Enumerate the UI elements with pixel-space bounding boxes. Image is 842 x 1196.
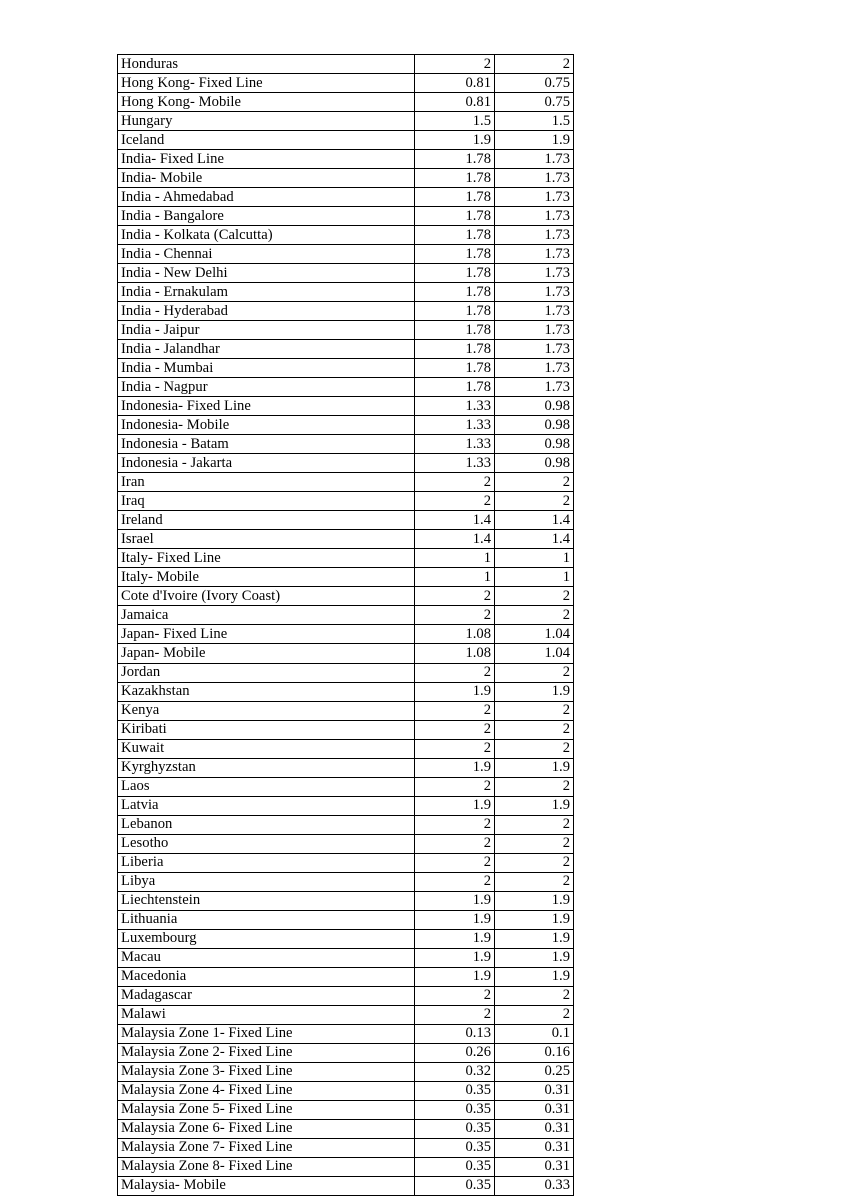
rate1-cell: 2: [415, 587, 495, 606]
table-row: [118, 644, 574, 663]
table-row: [118, 720, 574, 739]
table-row: [118, 625, 574, 644]
table-row: [118, 758, 574, 777]
rate-table: [117, 54, 574, 1196]
table-row: [118, 587, 574, 606]
destination-cell: Kuwait: [118, 739, 415, 758]
table-row: [118, 568, 574, 587]
rate1-cell: 1.9: [415, 758, 495, 777]
rate2-cell: 1: [495, 549, 574, 568]
rate2-cell: 1.73: [495, 283, 574, 302]
rate1-cell: 0.32: [415, 1062, 495, 1081]
rate2-cell: 0.31: [495, 1119, 574, 1138]
rate1-cell: 1.08: [415, 625, 495, 644]
table-row: [118, 150, 574, 169]
rate2-cell: 1.73: [495, 245, 574, 264]
destination-cell: India - Jalandhar: [118, 340, 415, 359]
rate2-cell: 0.33: [495, 1176, 574, 1195]
rate1-cell: 1: [415, 549, 495, 568]
table-row: [118, 321, 574, 340]
table-row: [118, 777, 574, 796]
destination-cell: India - Hyderabad: [118, 302, 415, 321]
destination-cell: Malaysia Zone 1- Fixed Line: [118, 1024, 415, 1043]
destination-cell: Lesotho: [118, 834, 415, 853]
table-row: [118, 397, 574, 416]
rate2-cell: 1.9: [495, 929, 574, 948]
rate2-cell: 1.9: [495, 682, 574, 701]
rate2-cell: 1: [495, 568, 574, 587]
destination-cell: Israel: [118, 530, 415, 549]
destination-cell: Malaysia Zone 2- Fixed Line: [118, 1043, 415, 1062]
table-row: [118, 606, 574, 625]
destination-cell: Iran: [118, 473, 415, 492]
destination-cell: Liechtenstein: [118, 891, 415, 910]
destination-cell: Hungary: [118, 112, 415, 131]
destination-cell: Kyrghyzstan: [118, 758, 415, 777]
destination-cell: India - Jaipur: [118, 321, 415, 340]
table-row: [118, 169, 574, 188]
table-row: [118, 853, 574, 872]
destination-cell: India- Mobile: [118, 169, 415, 188]
table-row: [118, 1005, 574, 1024]
table-row: [118, 245, 574, 264]
rate1-cell: 1: [415, 568, 495, 587]
rate1-cell: 1.78: [415, 302, 495, 321]
rate1-cell: 0.35: [415, 1081, 495, 1100]
table-row: [118, 359, 574, 378]
destination-cell: Iceland: [118, 131, 415, 150]
rate2-cell: 1.4: [495, 530, 574, 549]
rate2-cell: 1.73: [495, 226, 574, 245]
destination-cell: Kenya: [118, 701, 415, 720]
destination-cell: Malaysia Zone 5- Fixed Line: [118, 1100, 415, 1119]
rate1-cell: 1.9: [415, 891, 495, 910]
destination-cell: Italy- Fixed Line: [118, 549, 415, 568]
table-row: [118, 1176, 574, 1195]
rate2-cell: 0.31: [495, 1138, 574, 1157]
table-row: [118, 1062, 574, 1081]
rate-table-container: [117, 54, 573, 1196]
rate2-cell: 2: [495, 663, 574, 682]
destination-cell: India - Ahmedabad: [118, 188, 415, 207]
table-row: [118, 378, 574, 397]
rate1-cell: 0.26: [415, 1043, 495, 1062]
rate1-cell: 1.33: [415, 397, 495, 416]
destination-cell: Macau: [118, 948, 415, 967]
rate1-cell: 1.78: [415, 150, 495, 169]
rate1-cell: 1.9: [415, 948, 495, 967]
destination-cell: Japan- Fixed Line: [118, 625, 415, 644]
rate2-cell: 0.31: [495, 1081, 574, 1100]
rate2-cell: 0.1: [495, 1024, 574, 1043]
rate1-cell: 1.78: [415, 188, 495, 207]
destination-cell: Laos: [118, 777, 415, 796]
table-row: [118, 1100, 574, 1119]
table-row: [118, 796, 574, 815]
rate2-cell: 1.9: [495, 758, 574, 777]
table-row: [118, 663, 574, 682]
rate1-cell: 2: [415, 739, 495, 758]
rate2-cell: 2: [495, 853, 574, 872]
rate-table-body: [118, 55, 574, 1196]
rate1-cell: 2: [415, 606, 495, 625]
table-row: [118, 929, 574, 948]
rate2-cell: 1.9: [495, 796, 574, 815]
destination-cell: Kiribati: [118, 720, 415, 739]
rate2-cell: 1.9: [495, 967, 574, 986]
rate1-cell: 1.9: [415, 910, 495, 929]
table-row: [118, 226, 574, 245]
rate2-cell: 1.73: [495, 321, 574, 340]
rate1-cell: 1.78: [415, 245, 495, 264]
rate2-cell: 1.73: [495, 207, 574, 226]
rate1-cell: 1.78: [415, 169, 495, 188]
rate2-cell: 0.75: [495, 93, 574, 112]
destination-cell: India - Chennai: [118, 245, 415, 264]
table-row: [118, 74, 574, 93]
rate1-cell: 0.35: [415, 1119, 495, 1138]
rate2-cell: 1.73: [495, 264, 574, 283]
destination-cell: India - Mumbai: [118, 359, 415, 378]
table-row: [118, 302, 574, 321]
destination-cell: Malaysia Zone 7- Fixed Line: [118, 1138, 415, 1157]
rate1-cell: 0.35: [415, 1176, 495, 1195]
rate2-cell: 0.31: [495, 1100, 574, 1119]
rate2-cell: 1.9: [495, 131, 574, 150]
rate2-cell: 2: [495, 1005, 574, 1024]
rate1-cell: 0.81: [415, 93, 495, 112]
rate2-cell: 1.9: [495, 948, 574, 967]
destination-cell: Cote d'Ivoire (Ivory Coast): [118, 587, 415, 606]
rate2-cell: 1.73: [495, 302, 574, 321]
rate1-cell: 2: [415, 986, 495, 1005]
rate2-cell: 2: [495, 834, 574, 853]
table-row: [118, 1024, 574, 1043]
rate1-cell: 2: [415, 720, 495, 739]
rate1-cell: 1.33: [415, 454, 495, 473]
rate2-cell: 0.98: [495, 397, 574, 416]
table-row: [118, 815, 574, 834]
rate1-cell: 1.78: [415, 226, 495, 245]
destination-cell: Madagascar: [118, 986, 415, 1005]
rate1-cell: 1.9: [415, 967, 495, 986]
rate1-cell: 2: [415, 55, 495, 74]
table-row: [118, 910, 574, 929]
rate1-cell: 2: [415, 815, 495, 834]
rate1-cell: 1.78: [415, 264, 495, 283]
table-row: [118, 492, 574, 511]
rate1-cell: 1.9: [415, 682, 495, 701]
destination-cell: Japan- Mobile: [118, 644, 415, 663]
table-row: [118, 1043, 574, 1062]
destination-cell: Macedonia: [118, 967, 415, 986]
table-row: [118, 55, 574, 74]
destination-cell: India - Bangalore: [118, 207, 415, 226]
rate1-cell: 2: [415, 1005, 495, 1024]
rate1-cell: 1.78: [415, 378, 495, 397]
rate1-cell: 2: [415, 701, 495, 720]
table-row: [118, 131, 574, 150]
destination-cell: Malaysia- Mobile: [118, 1176, 415, 1195]
table-row: [118, 682, 574, 701]
rate1-cell: 2: [415, 834, 495, 853]
table-row: [118, 1119, 574, 1138]
rate2-cell: 2: [495, 473, 574, 492]
destination-cell: Malaysia Zone 8- Fixed Line: [118, 1157, 415, 1176]
rate2-cell: 2: [495, 606, 574, 625]
destination-cell: Latvia: [118, 796, 415, 815]
rate1-cell: 2: [415, 473, 495, 492]
rate2-cell: 2: [495, 777, 574, 796]
table-row: [118, 416, 574, 435]
rate2-cell: 1.4: [495, 511, 574, 530]
rate1-cell: 1.08: [415, 644, 495, 663]
table-row: [118, 93, 574, 112]
rate1-cell: 0.81: [415, 74, 495, 93]
rate1-cell: 0.35: [415, 1157, 495, 1176]
rate1-cell: 2: [415, 663, 495, 682]
rate1-cell: 1.78: [415, 359, 495, 378]
destination-cell: Italy- Mobile: [118, 568, 415, 587]
destination-cell: India - Nagpur: [118, 378, 415, 397]
rate2-cell: 1.04: [495, 644, 574, 663]
rate2-cell: 1.73: [495, 188, 574, 207]
destination-cell: India - New Delhi: [118, 264, 415, 283]
rate1-cell: 1.9: [415, 929, 495, 948]
destination-cell: India - Kolkata (Calcutta): [118, 226, 415, 245]
rate1-cell: 2: [415, 853, 495, 872]
table-row: [118, 967, 574, 986]
table-row: [118, 891, 574, 910]
rate2-cell: 1.9: [495, 891, 574, 910]
table-row: [118, 207, 574, 226]
table-row: [118, 264, 574, 283]
rate2-cell: 1.73: [495, 150, 574, 169]
rate2-cell: 1.5: [495, 112, 574, 131]
rate2-cell: 1.9: [495, 910, 574, 929]
destination-cell: Liberia: [118, 853, 415, 872]
rate1-cell: 1.33: [415, 435, 495, 454]
rate2-cell: 1.04: [495, 625, 574, 644]
rate1-cell: 2: [415, 872, 495, 891]
rate2-cell: 2: [495, 55, 574, 74]
table-row: [118, 549, 574, 568]
rate2-cell: 1.73: [495, 340, 574, 359]
table-row: [118, 340, 574, 359]
table-row: [118, 188, 574, 207]
rate2-cell: 2: [495, 739, 574, 758]
destination-cell: Libya: [118, 872, 415, 891]
rate1-cell: 0.35: [415, 1100, 495, 1119]
table-row: [118, 283, 574, 302]
table-row: [118, 1157, 574, 1176]
table-row: [118, 530, 574, 549]
rate2-cell: 0.75: [495, 74, 574, 93]
rate1-cell: 0.13: [415, 1024, 495, 1043]
rate1-cell: 1.9: [415, 131, 495, 150]
rate2-cell: 0.16: [495, 1043, 574, 1062]
rate1-cell: 1.4: [415, 511, 495, 530]
rate2-cell: 0.25: [495, 1062, 574, 1081]
table-row: [118, 739, 574, 758]
rate2-cell: 0.98: [495, 435, 574, 454]
table-row: [118, 948, 574, 967]
destination-cell: Kazakhstan: [118, 682, 415, 701]
destination-cell: Indonesia - Jakarta: [118, 454, 415, 473]
table-row: [118, 454, 574, 473]
destination-cell: Honduras: [118, 55, 415, 74]
destination-cell: Luxembourg: [118, 929, 415, 948]
table-row: [118, 701, 574, 720]
rate1-cell: 1.78: [415, 283, 495, 302]
rate2-cell: 2: [495, 720, 574, 739]
destination-cell: Jamaica: [118, 606, 415, 625]
rate2-cell: 0.98: [495, 416, 574, 435]
rate1-cell: 1.5: [415, 112, 495, 131]
destination-cell: India- Fixed Line: [118, 150, 415, 169]
table-row: [118, 1081, 574, 1100]
rate2-cell: 0.31: [495, 1157, 574, 1176]
table-row: [118, 834, 574, 853]
rate2-cell: 2: [495, 872, 574, 891]
rate1-cell: 1.78: [415, 321, 495, 340]
rate2-cell: 1.73: [495, 378, 574, 397]
rate1-cell: 1.78: [415, 340, 495, 359]
destination-cell: Indonesia - Batam: [118, 435, 415, 454]
destination-cell: India - Ernakulam: [118, 283, 415, 302]
rate1-cell: 2: [415, 492, 495, 511]
table-row: [118, 435, 574, 454]
destination-cell: Jordan: [118, 663, 415, 682]
destination-cell: Indonesia- Mobile: [118, 416, 415, 435]
rate1-cell: 1.9: [415, 796, 495, 815]
destination-cell: Iraq: [118, 492, 415, 511]
rate2-cell: 2: [495, 701, 574, 720]
destination-cell: Ireland: [118, 511, 415, 530]
table-row: [118, 1138, 574, 1157]
rate1-cell: 0.35: [415, 1138, 495, 1157]
table-row: [118, 112, 574, 131]
destination-cell: Indonesia- Fixed Line: [118, 397, 415, 416]
rate2-cell: 0.98: [495, 454, 574, 473]
destination-cell: Lithuania: [118, 910, 415, 929]
rate2-cell: 2: [495, 815, 574, 834]
destination-cell: Malawi: [118, 1005, 415, 1024]
table-row: [118, 986, 574, 1005]
table-row: [118, 511, 574, 530]
destination-cell: Hong Kong- Fixed Line: [118, 74, 415, 93]
table-row: [118, 473, 574, 492]
rate2-cell: 2: [495, 986, 574, 1005]
rate2-cell: 1.73: [495, 169, 574, 188]
destination-cell: Lebanon: [118, 815, 415, 834]
destination-cell: Malaysia Zone 3- Fixed Line: [118, 1062, 415, 1081]
rate2-cell: 2: [495, 587, 574, 606]
destination-cell: Malaysia Zone 6- Fixed Line: [118, 1119, 415, 1138]
rate1-cell: 1.4: [415, 530, 495, 549]
rate1-cell: 1.78: [415, 207, 495, 226]
destination-cell: Malaysia Zone 4- Fixed Line: [118, 1081, 415, 1100]
destination-cell: Hong Kong- Mobile: [118, 93, 415, 112]
table-row: [118, 872, 574, 891]
rate2-cell: 2: [495, 492, 574, 511]
rate1-cell: 1.33: [415, 416, 495, 435]
rate2-cell: 1.73: [495, 359, 574, 378]
rate1-cell: 2: [415, 777, 495, 796]
